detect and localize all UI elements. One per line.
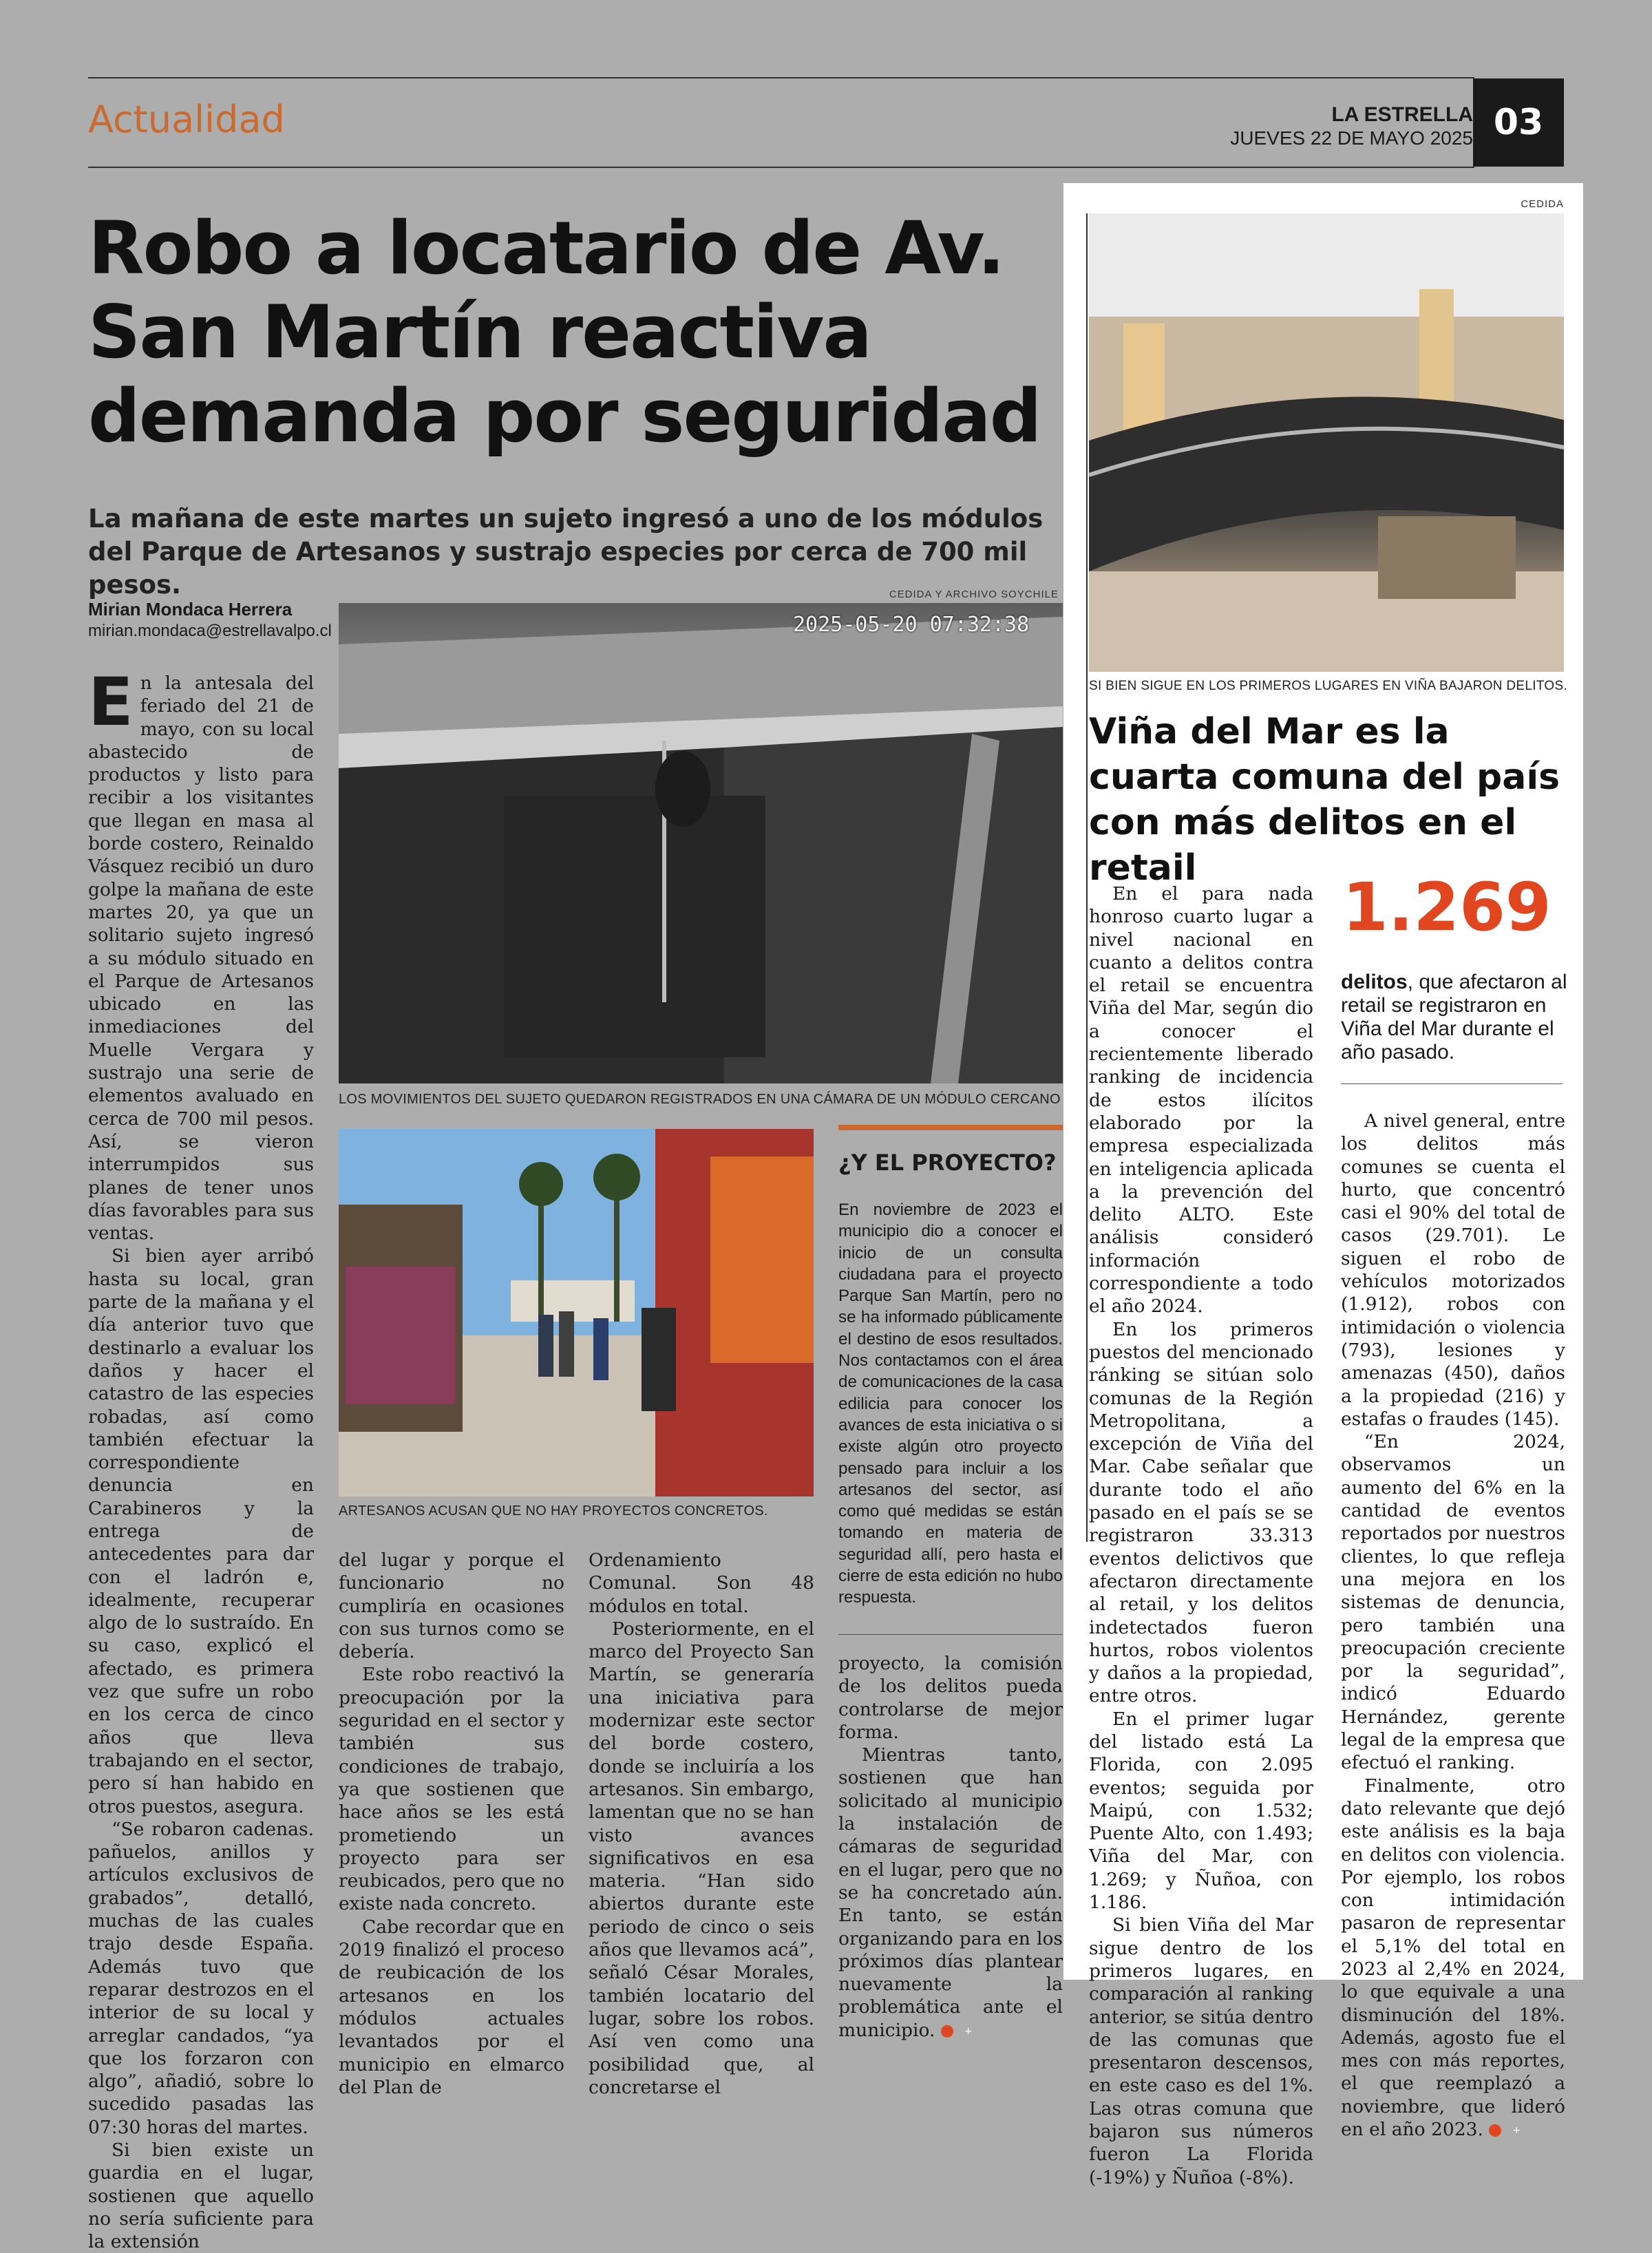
project-box-accent-bar [838, 1125, 1063, 1130]
sidebar-paragraph: A nivel general, entre los delitos más comunes se cuenta el hurto, que concentró casi el 90% del total de casos (29.701). Le siguen el robo de vehículos motorizados (1.912), robos con intimidación o violencia (793), lesiones y amenazas (450), daños a la propiedad (216) y estafas o fraudes (145). [1341, 1110, 1565, 1430]
big-number-divider [1341, 1083, 1563, 1084]
big-number-text: , que afectaron al retail se registraron en Viña del Mar durante el año pasado. [1341, 971, 1567, 1064]
sidebar-paragraph: En el primer lugar del listado está La Florida, con 2.095 eventos; seguida por Maipú, con 1.532; Puente Alto, con 1.493; Viña del Mar, con 1.269; y Ñuñoa, con 1.186. [1089, 1708, 1313, 1914]
header-bottom-rule [88, 167, 1474, 168]
end-mark-icon: + [1489, 2124, 1501, 2137]
sidebar-paragraph: Finalmente, otro dato relevante que dejó este análisis es la baja en delitos con violencia. Por ejemplo, los robos con intimidación pasaron de representar el 5,1% del total en 2023 al 2,4% en 2024, lo que equivale a una disminución del 18%. Además, agosto fue el mes con más reportes, el que reemplazó a noviembre, que lideró en el año 2023. [1341, 1775, 1565, 2141]
article-paragraph: Ordenamiento Comunal. Son 48 módulos en total. [589, 1549, 814, 1617]
main-deck: La mañana de este martes un sujeto ingresó a uno de los módulos del Parque de Artesanos y sustrajo especies por cerca de 700 mil pesos. [88, 504, 1044, 600]
article-paragraph: Si bien existe un guardia en el lugar, sostienen que aquello no sería suficiente para la extensión [88, 2139, 314, 2253]
security-camera-scene [339, 603, 1063, 1083]
article-paragraph: Este robo reactivó la preocupación por la seguridad en el sector y también sus condiciones de trabajo, ya que sostienen que hace años se les está prometiendo un proyecto para ser reubicados, pero que no existe nada concreto. [339, 1664, 564, 1915]
project-box-body: En noviembre de 2023 el municipio dio a conocer el inicio de un consulta ciudadana para el proyecto Parque San Martín, pero no se ha informado públicamente el destino de esos resultados. Nos contactamos con el área de comunicaciones de la casa edilicia para conocer los avances de esta iniciativa o si existe algún otro proyecto pensado para incluir a los artesanos del sector, así como qué medidas se están tomando en materia de seguridad allí, pero hasta el cierre de esta edición no hubo respuesta. [838, 1200, 1063, 1607]
masthead [1230, 103, 1473, 150]
big-number-bold: delitos [1341, 971, 1408, 993]
sidebar-paragraph: En el para nada honroso cuarto lugar a nivel nacional en cuanto a delitos contra el retail se encuentra Viña del Mar, según dio a conocer el recientemente liberado ranking de incidencia de estos ilícitos elaborado por la empresa especializada en inteligencia aplicada a la prevención del delito ALTO. Este análisis consideró información correspondiente a todo el año 2024. [1089, 883, 1313, 1318]
article-column-3 [589, 1549, 814, 2098]
article-paragraph: Si bien ayer arribó hasta su local, gran parte de la mañana y el día anterior tuvo que destinarlo a evaluar los daños y hacer el catastro de las especies robadas, así como también efectuar la correspondiente denuncia en Carabineros y la entrega de antecedentes para dar con el ladrón e, idealmente, recuperar algo de lo sustraído. En su caso, explicó el afectado, es primera vez que sufre un robo en los cerca de cinco años que lleva trabajando en el sector, pero sí han habido en otros puestos, asegura. [88, 1245, 314, 1817]
byline-email: mirian.mondaca@estrellavalpo.cl [88, 622, 332, 640]
issue-date: JUEVES 22 DE MAYO 2025 [1230, 127, 1473, 149]
big-number: 1.269 [1342, 869, 1552, 946]
article-paragraph: del lugar y porque el funcionario no cumpliría en ocasiones con sus turnos como se debería. [339, 1549, 564, 1663]
sidebar-column-1 [1089, 882, 1313, 2188]
byline [88, 599, 332, 642]
section-label: Actualidad [88, 98, 285, 141]
sidebar-headline: Viña del Mar es la cuarta comuna del país con más delitos en el retail [1089, 711, 1560, 889]
article-paragraph: Cabe recordar que en 2019 finalizó el proceso de reubicación de los artesanos en los módulos actuales levantados por el municipio en elmarco del Plan de [339, 1916, 564, 2098]
page-number: 03 [1473, 78, 1564, 167]
main-headline: Robo a locatario de Av. San Martín reactiva demanda por seguridad [88, 206, 1041, 458]
sidebar-paragraph: Si bien Viña del Mar sigue dentro de los primeros lugares, en comparación al ranking anterior, se sitúa dentro de las comunas que presentaron descensos, en este caso es del 1%. Las otras comuna que bajaron sus números fueron La Florida (-19%) y Ñuñoa (-8%). [1089, 1914, 1313, 2188]
photo1-credit: CEDIDA Y ARCHIVO SOYCHILE [889, 589, 1059, 600]
artisans-photo [339, 1129, 814, 1496]
article-column-1 [88, 664, 314, 2253]
header-top-rule [88, 77, 1474, 78]
article-paragraph: proyecto, la comisión de los delitos pueda controlarse de mejor forma. [838, 1653, 1063, 1743]
article-paragraph: “Se robaron cadenas. pañuelos, anillos y artículos exclusivos de grabados”, detalló, muchas de las cuales trajo desde España. Además tuvo que reparar destrozos en el interior de su local y arreglar candados, “ya que los forzaron con algo”, añadió, sobre lo sucedido pasadas las 07:30 horas del martes. [88, 1818, 314, 2138]
article-paragraph: Mientras tanto, sostienen que han solicitado al municipio la instalación de cámaras de seguridad en el lugar, pero que no se ha concretado aún. En tanto, se están organizando para en los próximos días plantear nuevamente la problemática ante el municipio. [838, 1744, 1063, 2041]
camera-timestamp: 2025-05-20 07:32:38 [793, 613, 1030, 637]
mall-photo [1089, 213, 1564, 672]
sidebar-photo-credit: CEDIDA [1521, 198, 1564, 210]
sidebar-rule [1086, 213, 1088, 1542]
sidebar-column-2 [1341, 1110, 1565, 2141]
big-number-caption [1341, 971, 1568, 1064]
byline-name: Mirian Mondaca Herrera [88, 599, 293, 620]
sidebar-photo-caption: SI BIEN SIGUE EN LOS PRIMEROS LUGARES EN VIÑA BAJARON DELITOS. [1089, 679, 1568, 693]
security-camera-photo [339, 603, 1063, 1083]
project-box-title: ¿Y EL PROYECTO? [838, 1150, 1057, 1176]
newspaper-name: LA ESTRELLA [1331, 103, 1473, 126]
sidebar-paragraph: “En 2024, observamos un aumento del 6% en la cantidad de eventos reportados por nuestros clientes, lo que refleja una mejora en los sistemas de denuncia, pero también una preocupación creciente por la seguridad”, indicó Eduardo Hernández, gerente legal de la empresa que efectuó el ranking. [1341, 1431, 1565, 1774]
article-column-4 [838, 1652, 1063, 2041]
photo2-caption: ARTESANOS ACUSAN QUE NO HAY PROYECTOS CONCRETOS. [339, 1503, 768, 1519]
column-divider [838, 1634, 1063, 1635]
dropcap: E [88, 664, 134, 741]
article-column-2 [339, 1549, 564, 2098]
artisans-scene [339, 1129, 814, 1496]
sidebar-paragraph: En los primeros puestos del mencionado ránking se sitúan solo comunas de la Región Metropolitana, a excepción de Viña del Mar. Cabe señalar que durante todo el año pasado en el país se se registraron 33.313 eventos delictivos que afectaron directamente al retail, y los delitos indetectados fueron hurtos, robos violentos y daños a la propiedad, entre otros. [1089, 1318, 1313, 1707]
photo1-caption: LOS MOVIMIENTOS DEL SUJETO QUEDARON REGISTRADOS EN UNA CÁMARA DE UN MÓDULO CERCANO [339, 1092, 1061, 1107]
end-mark-icon: + [941, 2025, 953, 2038]
mall-scene [1089, 213, 1564, 672]
article-paragraph: n la antesala del feriado del 21 de mayo, con su local abastecido de productos y listo para recibir a los visitantes que llegan en masa al borde costero, Reinaldo Vásquez recibió un duro golpe la mañana de este martes 20, ya que un solitario sujeto ingresó a su módulo situado en el Parque de Artesanos ubicado en las inmediaciones del Muelle Vergara y sustrajo una serie de elementos avaluado en cerca de 700 mil pesos. Así, se vieron interrumpidos sus planes de tener unos días favorables para sus ventas. [88, 673, 314, 1245]
article-paragraph: Posteriormente, en el marco del Proyecto San Martín, se generaría una iniciativa para modernizar este sector del borde costero, donde se incluiría a los artesanos. Sin embargo, lamentan que no se han visto avances significativos en esa materia. “Han sido abiertos durante este periodo de cinco o seis años que llevamos acá”, señaló César Morales, también locatario del lugar, sobre los robos. Así ven como una posibilidad que, al concretarse el [589, 1618, 814, 2098]
